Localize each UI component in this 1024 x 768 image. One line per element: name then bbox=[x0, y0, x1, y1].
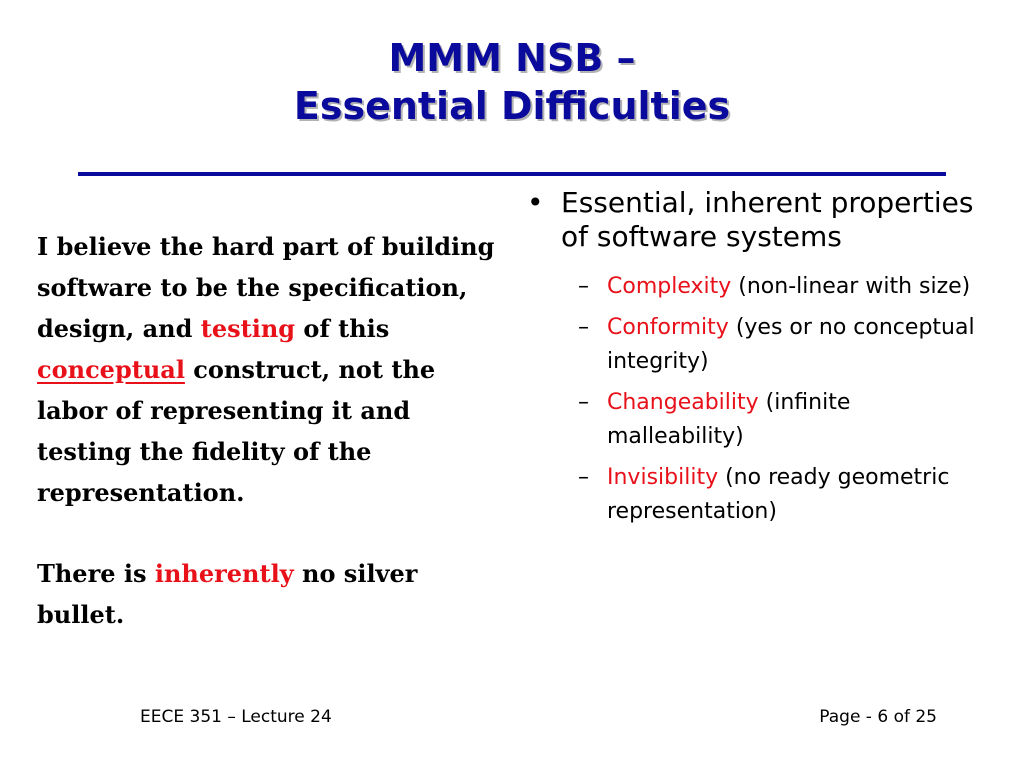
quote-paragraph-2 bbox=[37, 553, 497, 635]
quote-highlight-inherently: inherently bbox=[154, 559, 294, 588]
brooks-quote bbox=[37, 226, 497, 635]
quote-highlight-conceptual: conceptual bbox=[37, 355, 185, 384]
title-divider bbox=[78, 172, 946, 176]
sub-bullet-term: Conformity bbox=[607, 315, 729, 340]
sub-bullet-term: Invisibility bbox=[607, 465, 719, 490]
footer-course: EECE 351 – Lecture 24 bbox=[140, 707, 332, 727]
bullet-essential-properties bbox=[524, 186, 994, 254]
sub-bullet-marker: – bbox=[578, 315, 589, 340]
quote-highlight-testing: testing bbox=[200, 314, 296, 343]
sub-bullet-complexity bbox=[570, 270, 994, 304]
quote-text: I believe the hard part of building software to be the specification, design, and bbox=[37, 232, 495, 343]
sub-bullet-invisibility bbox=[570, 461, 994, 529]
quote-text: no silver bullet. bbox=[37, 559, 418, 629]
sub-bullet-conformity bbox=[570, 311, 994, 379]
slide-title-line-1: MMM NSB – bbox=[388, 36, 636, 80]
sub-bullet-marker: – bbox=[578, 274, 589, 299]
sub-bullet-desc: (non-linear with size) bbox=[731, 274, 971, 299]
slide-title bbox=[0, 34, 1024, 130]
slide-title-line-2: Essential Difficulties bbox=[293, 84, 731, 128]
bullet-marker: • bbox=[527, 186, 544, 219]
quote-text: of this bbox=[295, 314, 390, 343]
sub-bullet-desc: (infinite malleability) bbox=[607, 390, 851, 449]
sub-bullet-desc: (yes or no conceptual integrity) bbox=[607, 315, 975, 374]
footer-page-number: Page - 6 of 25 bbox=[819, 707, 937, 727]
sub-bullet-marker: – bbox=[578, 465, 589, 490]
bullet-text: Essential, inherent properties of software systems bbox=[561, 186, 974, 253]
quote-text: There is bbox=[37, 559, 155, 588]
quote-text: construct, not the labor of representing it and testing the fidelity of the representation. bbox=[37, 355, 436, 507]
sub-bullet-desc: (no ready geometric representation) bbox=[607, 465, 950, 524]
bullet-list bbox=[524, 186, 994, 536]
sub-bullet-marker: – bbox=[578, 390, 589, 415]
sub-bullet-term: Changeability bbox=[607, 390, 759, 415]
sub-bullet-term: Complexity bbox=[607, 274, 732, 299]
sub-bullet-list bbox=[570, 270, 994, 529]
sub-bullet-changeability bbox=[570, 386, 994, 454]
quote-paragraph-1 bbox=[37, 226, 497, 513]
